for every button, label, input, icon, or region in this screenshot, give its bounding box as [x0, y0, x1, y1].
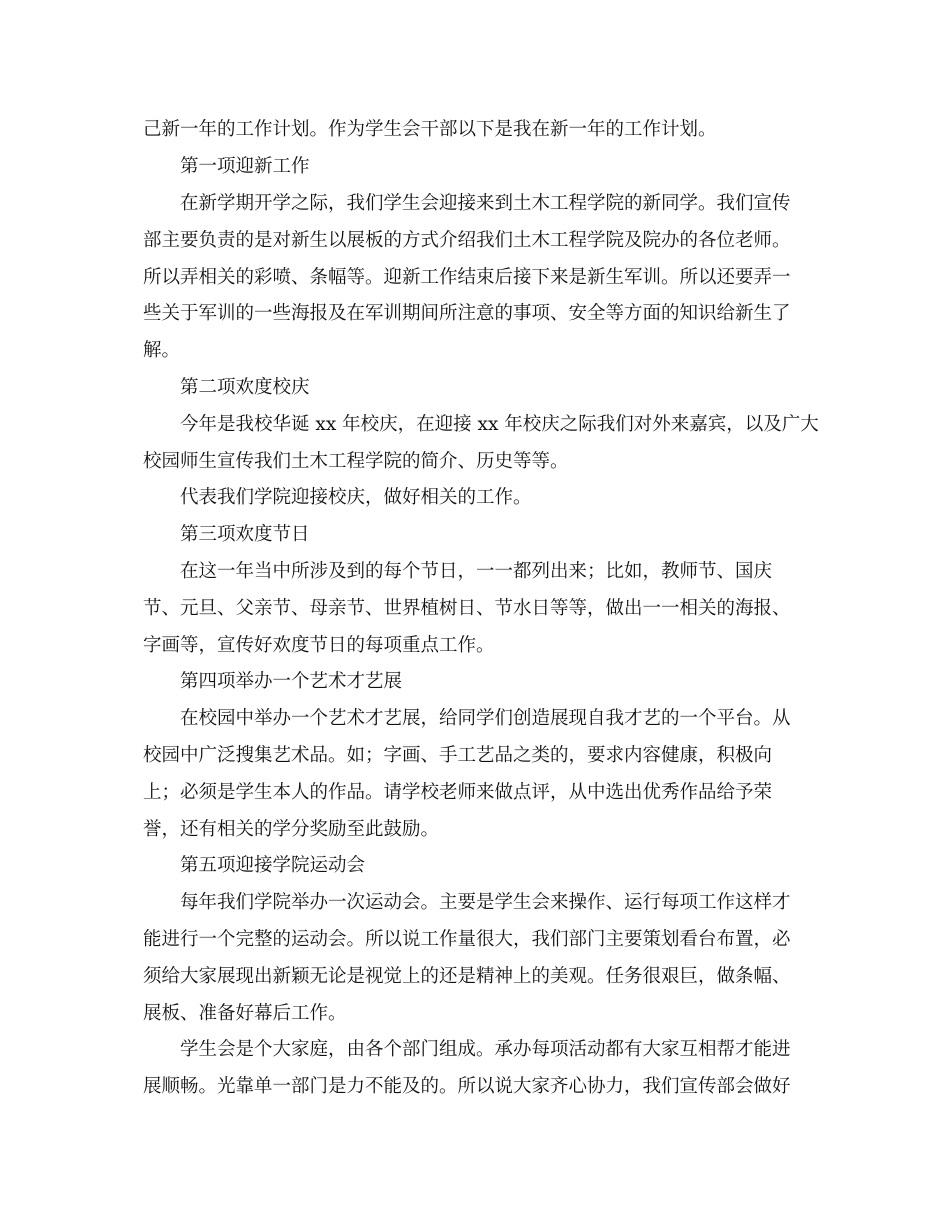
text-line: 节、元旦、父亲节、母亲节、世界植树日、节水日等等，做出一一相关的海报、	[143, 598, 791, 619]
text-line: 学生会是个大家庭，由各个部门组成。承办每项活动都有大家互相帮才能进	[180, 1039, 791, 1060]
section-heading-3: 第三项欢度节日	[180, 524, 310, 545]
text-line: 须给大家展现出新颖无论是视觉上的还是精神上的美观。任务很艰巨，做条幅、	[143, 966, 791, 987]
text-line: 能进行一个完整的运动会。所以说工作量很大，我们部门主要策划看台布置，必	[143, 929, 791, 950]
text-line: 展顺畅。光靠单一部门是力不能及的。所以说大家齐心协力，我们宣传部会做好	[143, 1076, 791, 1097]
section-heading-2: 第二项欢度校庆	[180, 377, 310, 398]
text-line: 代表我们学院迎接校庆，做好相关的工作。	[180, 487, 532, 508]
text-line: 些关于军训的一些海报及在军训期间所注意的事项、安全等方面的知识给新生了	[143, 303, 791, 324]
text-line: 字画等，宣传好欢度节日的每项重点工作。	[143, 635, 495, 656]
text-line: 每年我们学院举办一次运动会。主要是学生会来操作、运行每项工作这样才	[180, 892, 791, 913]
text-line: 解。	[143, 340, 181, 361]
text-line: 誉，还有相关的学分奖励至此鼓励。	[143, 819, 440, 840]
text-line: 在这一年当中所涉及到的每个节日，一一都列出来；比如，教师节、国庆	[180, 561, 773, 582]
text-line: 己新一年的工作计划。作为学生会干部以下是我在新一年的工作计划。	[143, 119, 717, 140]
text-line: 部主要负责的是对新生以展板的方式介绍我们土木工程学院及院办的各位老师。	[143, 230, 791, 251]
section-heading-4: 第四项举办一个艺术才艺展	[180, 671, 403, 692]
text-line: 今年是我校华诞 xx 年校庆，在迎接 xx 年校庆之际我们对外来嘉宾，以及广大	[180, 414, 819, 435]
text-line: 在校园中举办一个艺术才艺展，给同学们创造展现自我才艺的一个平台。从	[180, 708, 791, 729]
section-heading-5: 第五项迎接学院运动会	[180, 855, 366, 876]
text-line: 展板、准备好幕后工作。	[143, 1003, 347, 1024]
text-line: 上；必须是学生本人的作品。请学校老师来做点评，从中选出优秀作品给予荣	[143, 782, 773, 803]
section-heading-1: 第一项迎新工作	[180, 156, 310, 177]
text-line: 所以弄相关的彩喷、条幅等。迎新工作结束后接下来是新生军训。所以还要弄一	[143, 267, 791, 288]
text-line: 校园师生宣传我们土木工程学院的简介、历史等等。	[143, 451, 569, 472]
text-line: 校园中广泛搜集艺术品。如；字画、手工艺品之类的，要求内容健康，积极向	[143, 745, 773, 766]
text-line: 在新学期开学之际，我们学生会迎接来到土木工程学院的新同学。我们宣传	[180, 193, 791, 214]
